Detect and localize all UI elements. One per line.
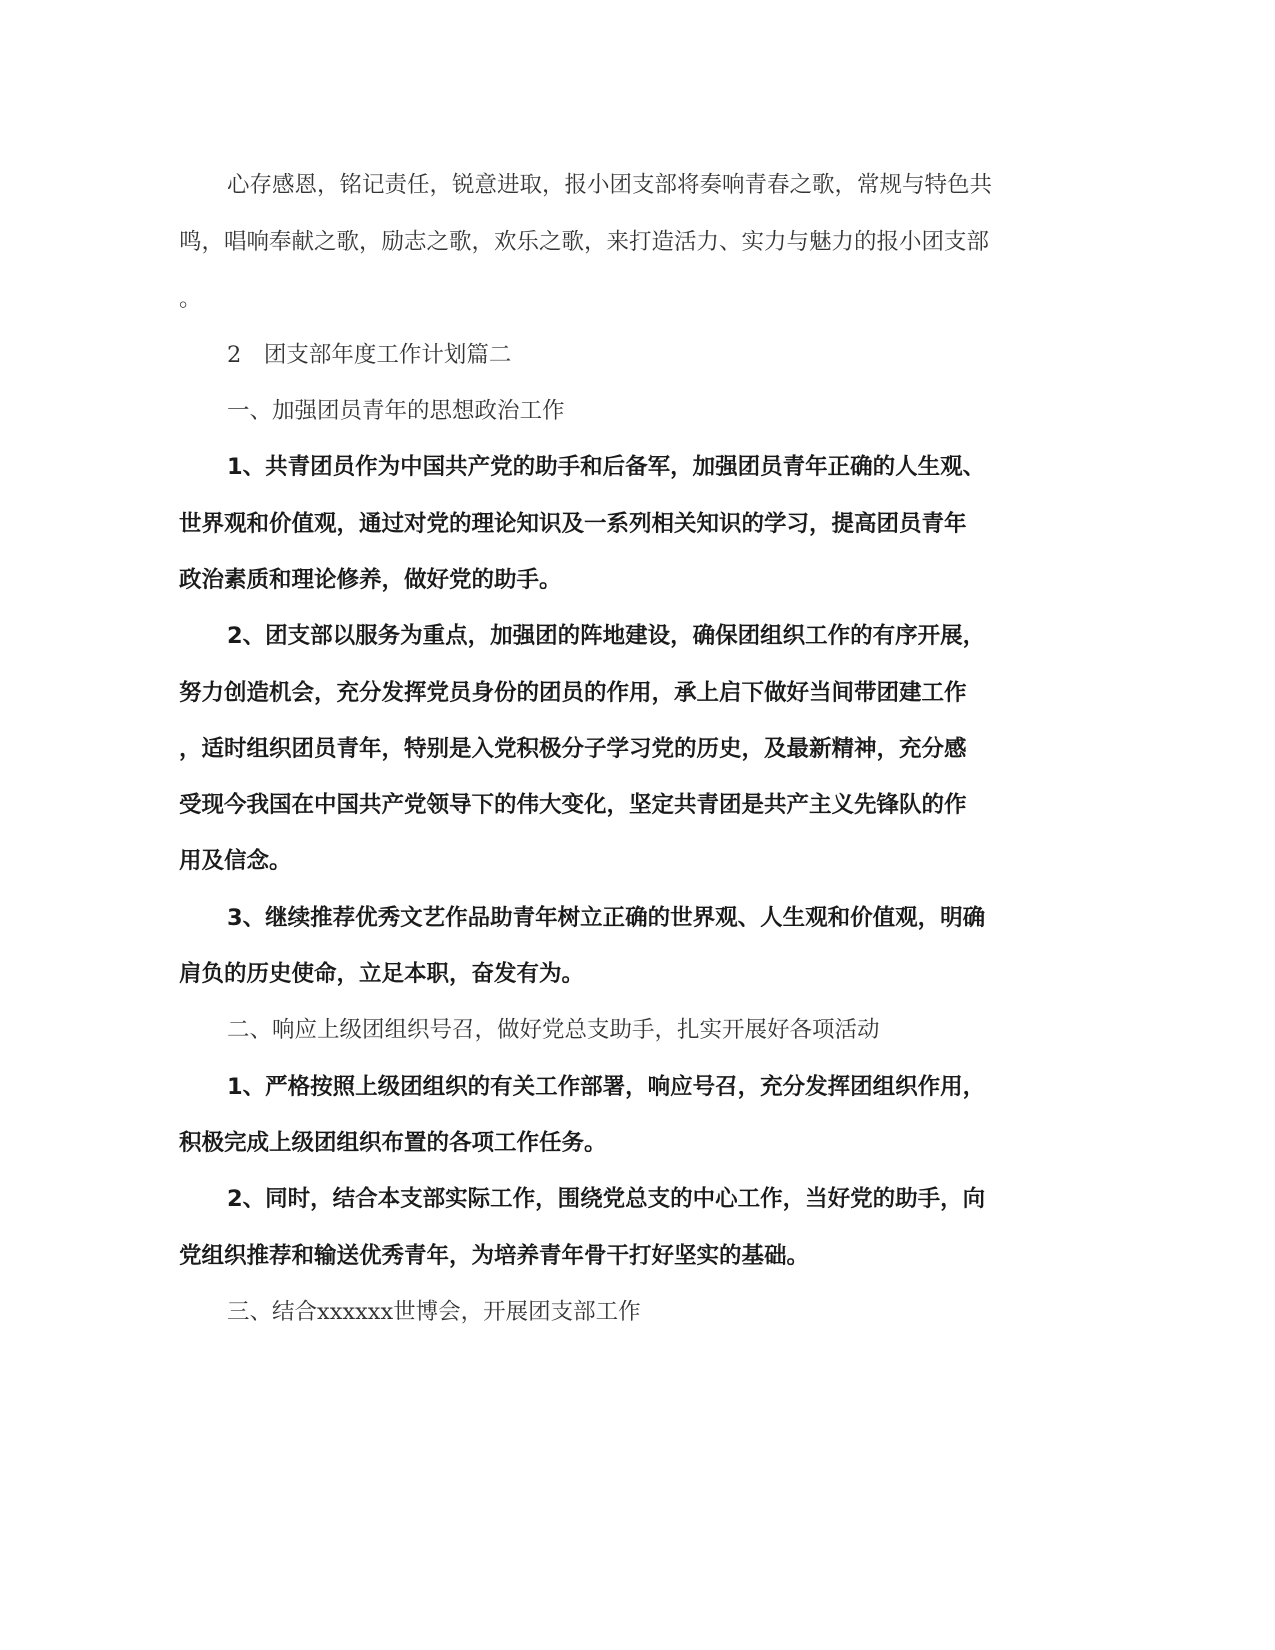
part2-item2-line: 党组织推荐和输送优秀青年，为培养青年骨干打好坚实的基础。	[179, 1243, 810, 1269]
part1-heading: 一、加强团员青年的思想政治工作	[227, 398, 565, 424]
part2-heading: 二、响应上级团组织号召，做好党总支助手，扎实开展好各项活动	[227, 1017, 880, 1043]
part3-heading: 三、结合xxxxxx世博会，开展团支部工作	[227, 1299, 641, 1325]
part2-item1-line: 积极完成上级团组织布置的各项工作任务。	[179, 1130, 607, 1156]
part1-item3-line: 肩负的历史使命，立足本职，奋发有为。	[179, 961, 585, 987]
part1-item1-line: 政治素质和理论修养，做好党的助手。	[179, 567, 562, 593]
part1-item2-line: ，适时组织团员青年，特别是入党积极分子学习党的历史，及最新精神，充分感	[179, 736, 967, 762]
part1-item1-line: 1、共青团员作为中国共产党的助手和后备军，加强团员青年正确的人生观、	[227, 454, 986, 480]
part1-item2-line: 努力创造机会，充分发挥党员身份的团员的作用，承上启下做好当间带团建工作	[179, 680, 967, 706]
part2-item2-line: 2、同时，结合本支部实际工作，围绕党总支的中心工作，当好党的助手，向	[227, 1186, 986, 1212]
intro-paragraph-line: 。	[179, 286, 202, 312]
part1-item1-line: 世界观和价值观，通过对党的理论知识及一系列相关知识的学习，提高团员青年	[179, 511, 967, 537]
part1-item2-line: 受现今我国在中国共产党领导下的伟大变化，坚定共青团是共产主义先锋队的作	[179, 792, 967, 818]
part1-item2-line: 用及信念。	[179, 848, 292, 874]
part1-item3-line: 3、继续推荐优秀文艺作品助青年树立正确的世界观、人生观和价值观，明确	[227, 905, 986, 931]
part1-item2-line: 2、团支部以服务为重点，加强团的阵地建设，确保团组织工作的有序开展，	[227, 623, 986, 649]
intro-paragraph-line: 心存感恩，铭记责任，锐意进取，报小团支部将奏响青春之歌，常规与特色共	[227, 172, 993, 198]
intro-paragraph-line: 鸣，唱响奉献之歌，励志之歌，欢乐之歌，来打造活力、实力与魅力的报小团支部	[179, 229, 990, 255]
part2-item1-line: 1、严格按照上级团组织的有关工作部署，响应号召，充分发挥团组织作用，	[227, 1074, 986, 1100]
section-heading: 2 团支部年度工作计划篇二	[227, 342, 512, 368]
